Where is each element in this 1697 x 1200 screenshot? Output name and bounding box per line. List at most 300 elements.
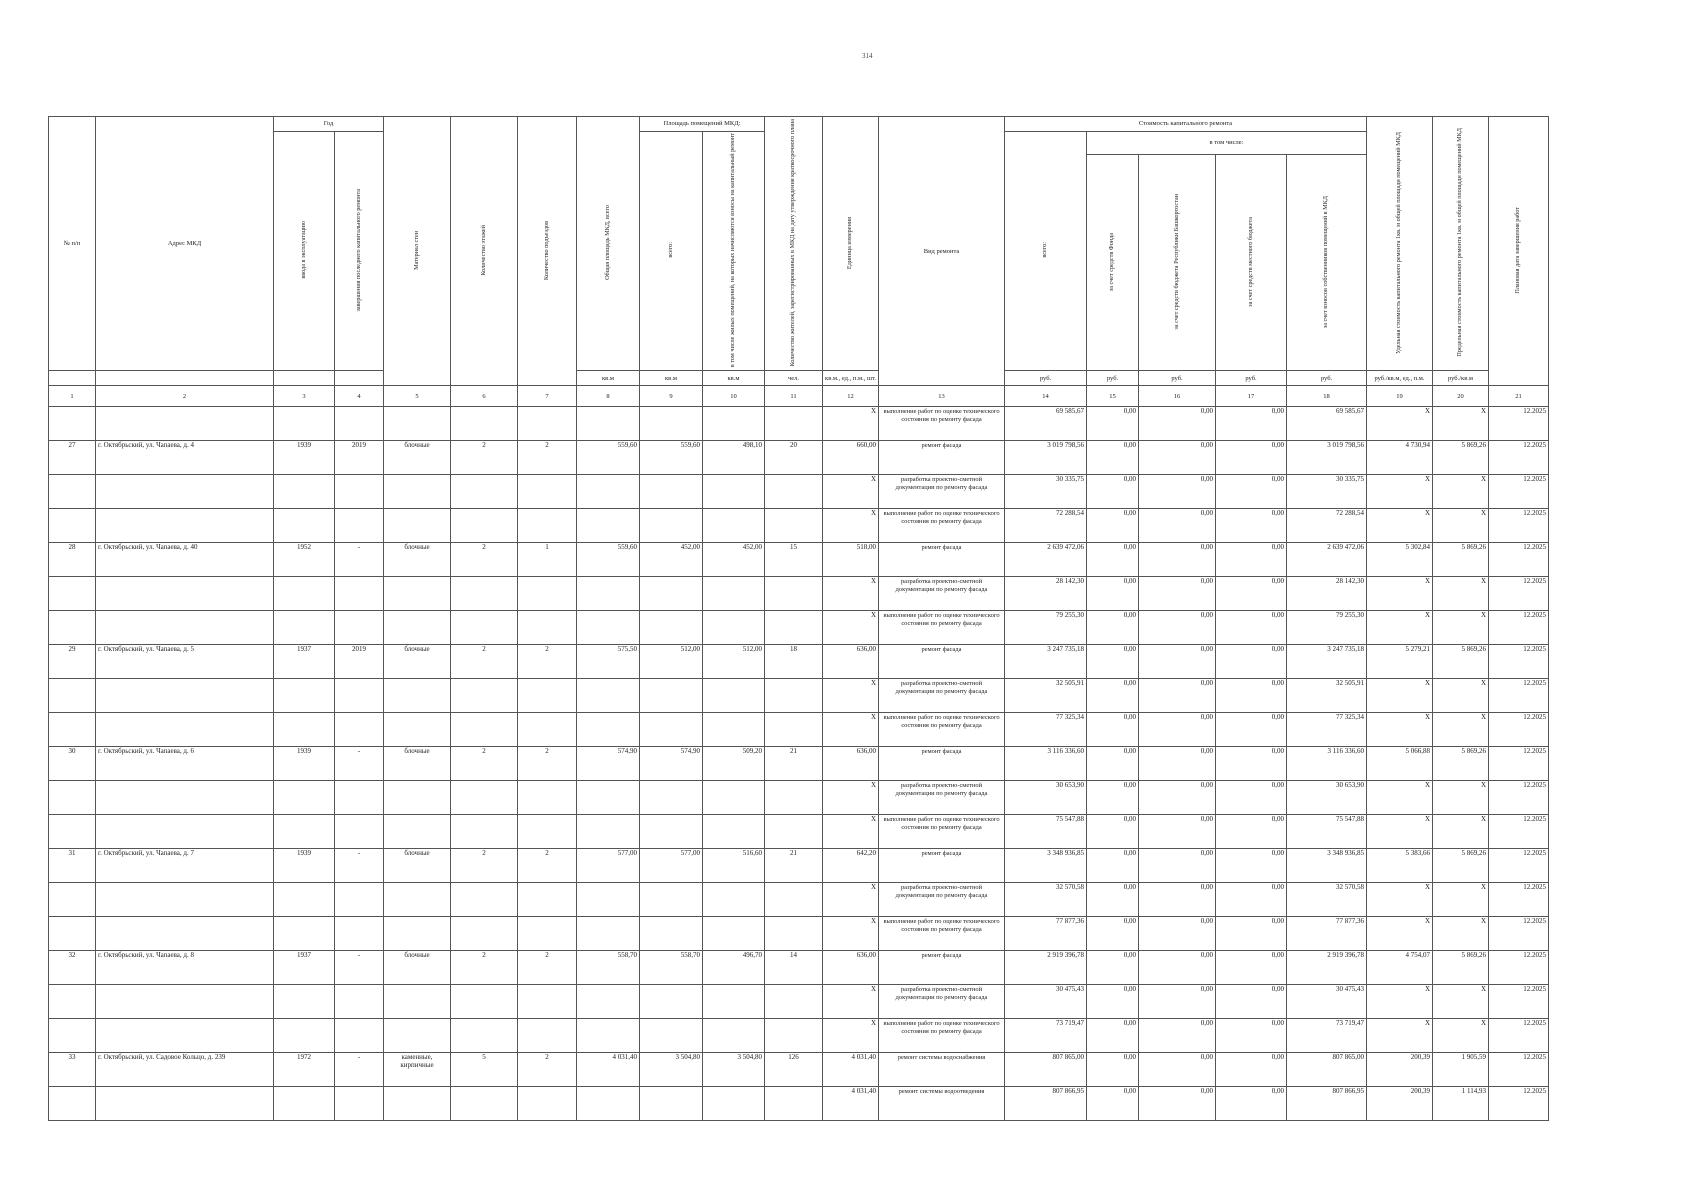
row-work: ремонт фасада [879,747,1005,781]
row-wall [384,1019,451,1053]
row-year-last [335,781,384,815]
row-work: выполнение работ по оценке технического состояния по ремонту фасада [879,1019,1005,1053]
row-year-last [335,679,384,713]
row-year-build [274,475,335,509]
row-cost-rb: 0,00 [1139,577,1216,611]
row-limit-cost: 5 869,26 [1433,747,1489,781]
row-unit-cost: X [1367,577,1433,611]
repair-plan-table [48,116,1549,1121]
row-cost-rb: 0,00 [1139,883,1216,917]
row-total-area: 559,60 [577,441,640,475]
row-plan-date: 12.2025 [1489,1019,1549,1053]
row-premises-service: 496,70 [703,951,765,985]
row-premises-service [703,781,765,815]
row-cost-owners: 69 585,67 [1287,407,1367,441]
row-residents [765,815,823,849]
row-address: г. Октябрьский, ул. Садовое Кольцо, д. 239 [96,1053,274,1087]
row-premises-all [640,407,703,441]
row-address: г. Октябрьский, ул. Чапаева, д. 7 [96,849,274,883]
table-row [49,645,1549,679]
row-year-build [274,781,335,815]
column-number: 20 [1433,386,1489,407]
row-plan-date: 12.2025 [1489,781,1549,815]
row-cost-local: 0,00 [1216,679,1287,713]
row-unit: X [823,815,879,849]
row-total-area [577,883,640,917]
row-address [96,1019,274,1053]
row-limit-cost: X [1433,679,1489,713]
row-entrances: 2 [518,1053,577,1087]
row-cost-fund: 0,00 [1087,883,1139,917]
header-cost-total: всего: [1005,132,1087,371]
row-limit-cost: 5 869,26 [1433,543,1489,577]
row-residents [765,713,823,747]
row-cost-fund: 0,00 [1087,713,1139,747]
row-unit-cost: X [1367,407,1433,441]
row-year-build: 1937 [274,951,335,985]
row-plan-date: 12.2025 [1489,1087,1549,1121]
row-floors [451,679,518,713]
row-unit: 636,00 [823,645,879,679]
row-year-build: 1939 [274,849,335,883]
row-cost-rb: 0,00 [1139,1087,1216,1121]
row-num: 31 [49,849,96,883]
row-year-last: - [335,543,384,577]
row-cost-local: 0,00 [1216,985,1287,1019]
header-cost-group: Стоимость капитального ремонта [1005,117,1367,132]
row-cost-total: 3 116 336,60 [1005,747,1087,781]
row-cost-rb: 0,00 [1139,611,1216,645]
row-cost-rb: 0,00 [1139,917,1216,951]
row-unit-cost: 5 383,66 [1367,849,1433,883]
row-cost-owners: 3 247 735,18 [1287,645,1367,679]
row-year-build [274,577,335,611]
row-cost-owners: 32 570,58 [1287,883,1367,917]
row-limit-cost: 5 869,26 [1433,849,1489,883]
row-cost-fund: 0,00 [1087,1053,1139,1087]
row-plan-date: 12.2025 [1489,407,1549,441]
row-num: 28 [49,543,96,577]
row-work: выполнение работ по оценке технического состояния по ремонту фасада [879,509,1005,543]
row-cost-total: 79 255,30 [1005,611,1087,645]
row-wall [384,781,451,815]
row-cost-fund: 0,00 [1087,509,1139,543]
row-entrances [518,713,577,747]
row-total-area [577,781,640,815]
row-cost-owners: 30 475,43 [1287,985,1367,1019]
row-entrances [518,475,577,509]
row-unit-cost: X [1367,985,1433,1019]
row-total-area [577,577,640,611]
row-premises-all: 512,00 [640,645,703,679]
row-plan-date: 12.2025 [1489,543,1549,577]
table-row [49,543,1549,577]
row-cost-owners: 32 505,91 [1287,679,1367,713]
column-number: 16 [1139,386,1216,407]
header-cost-local: за счет средств местного бюджета [1216,155,1287,371]
row-residents [765,475,823,509]
row-unit: X [823,407,879,441]
column-number: 4 [335,386,384,407]
row-residents: 14 [765,951,823,985]
header-incl: в том числе: [1087,132,1367,155]
row-premises-all [640,679,703,713]
row-premises-service: 498,10 [703,441,765,475]
table-row [49,577,1549,611]
table-row [49,1053,1549,1087]
row-cost-local: 0,00 [1216,543,1287,577]
row-residents: 21 [765,849,823,883]
row-num [49,577,96,611]
row-floors [451,509,518,543]
row-cost-fund: 0,00 [1087,679,1139,713]
table-row [49,951,1549,985]
row-cost-owners: 30 653,90 [1287,781,1367,815]
row-residents [765,917,823,951]
row-total-area [577,509,640,543]
column-number: 17 [1216,386,1287,407]
header-cost-owners: за счет взносов собственников помещений в МКД [1287,155,1367,371]
row-year-build [274,917,335,951]
row-unit: X [823,917,879,951]
row-cost-local: 0,00 [1216,441,1287,475]
row-entrances: 2 [518,951,577,985]
row-work: ремонт фасада [879,645,1005,679]
row-year-last [335,407,384,441]
row-floors: 2 [451,543,518,577]
row-unit-cost: X [1367,611,1433,645]
row-limit-cost: 1 905,59 [1433,1053,1489,1087]
row-premises-all [640,713,703,747]
row-cost-rb: 0,00 [1139,475,1216,509]
header-unit-area: кв.м [577,371,640,386]
row-year-last: 2019 [335,441,384,475]
row-num [49,679,96,713]
row-year-last: - [335,849,384,883]
row-cost-fund: 0,00 [1087,849,1139,883]
row-wall [384,509,451,543]
row-cost-rb: 0,00 [1139,849,1216,883]
row-cost-total: 75 547,88 [1005,815,1087,849]
header-unit-rub5: руб. [1287,371,1367,386]
row-wall [384,611,451,645]
row-entrances [518,883,577,917]
row-year-build [274,883,335,917]
row-unit: 518,00 [823,543,879,577]
column-number: 8 [577,386,640,407]
row-num [49,475,96,509]
column-number: 11 [765,386,823,407]
row-unit-cost: X [1367,1019,1433,1053]
row-work: ремонт фасада [879,849,1005,883]
row-year-last: - [335,951,384,985]
row-premises-all: 452,00 [640,543,703,577]
row-address [96,679,274,713]
table-header [49,117,1549,407]
header-units-empty-1 [49,371,96,386]
row-cost-rb: 0,00 [1139,713,1216,747]
row-plan-date: 12.2025 [1489,475,1549,509]
table-row [49,611,1549,645]
row-unit: 636,00 [823,951,879,985]
row-num: 30 [49,747,96,781]
row-entrances: 2 [518,441,577,475]
row-floors [451,781,518,815]
row-plan-date: 12.2025 [1489,577,1549,611]
row-floors [451,1087,518,1121]
row-floors [451,1019,518,1053]
row-cost-total: 807 865,00 [1005,1053,1087,1087]
row-premises-all [640,815,703,849]
row-premises-all [640,985,703,1019]
row-premises-all [640,781,703,815]
row-year-last [335,611,384,645]
header-plan-date: Плановая дата завершения работ [1489,117,1549,386]
row-year-build: 1939 [274,747,335,781]
row-entrances [518,679,577,713]
row-entrances [518,509,577,543]
row-wall: блочные [384,543,451,577]
row-plan-date: 12.2025 [1489,509,1549,543]
row-year-last [335,577,384,611]
row-cost-local: 0,00 [1216,1019,1287,1053]
header-num: № п/п [49,117,96,371]
row-work: ремонт фасада [879,543,1005,577]
row-cost-rb: 0,00 [1139,1053,1216,1087]
header-unit-rub: руб. [1005,371,1087,386]
row-premises-service [703,611,765,645]
row-cost-owners: 3 348 936,85 [1287,849,1367,883]
row-residents [765,883,823,917]
row-work: выполнение работ по оценке технического состояния по ремонту фасада [879,713,1005,747]
row-num [49,509,96,543]
row-cost-total: 77 325,34 [1005,713,1087,747]
row-floors: 2 [451,951,518,985]
row-premises-service [703,577,765,611]
table-row [49,1087,1549,1121]
row-cost-local: 0,00 [1216,577,1287,611]
column-number: 15 [1087,386,1139,407]
row-total-area [577,985,640,1019]
row-cost-owners: 3 019 798,56 [1287,441,1367,475]
row-num [49,917,96,951]
header-units-empty-3 [274,371,335,386]
row-unit: 642,20 [823,849,879,883]
row-num [49,985,96,1019]
row-unit-cost: X [1367,781,1433,815]
row-cost-total: 2 919 396,78 [1005,951,1087,985]
row-residents [765,1087,823,1121]
column-number: 14 [1005,386,1087,407]
row-year-last [335,713,384,747]
row-cost-owners: 807 865,00 [1287,1053,1367,1087]
row-cost-total: 30 335,75 [1005,475,1087,509]
column-number: 19 [1367,386,1433,407]
row-total-area [577,1019,640,1053]
row-unit: 660,00 [823,441,879,475]
row-num: 32 [49,951,96,985]
row-entrances [518,917,577,951]
row-unit-cost: 5 066,88 [1367,747,1433,781]
row-wall [384,883,451,917]
row-total-area [577,679,640,713]
table-row [49,1019,1549,1053]
row-num [49,611,96,645]
row-num: 29 [49,645,96,679]
row-floors [451,917,518,951]
row-residents: 126 [765,1053,823,1087]
row-cost-rb: 0,00 [1139,645,1216,679]
row-entrances: 2 [518,849,577,883]
row-floors [451,407,518,441]
row-entrances: 2 [518,645,577,679]
row-plan-date: 12.2025 [1489,951,1549,985]
row-premises-all: 559,60 [640,441,703,475]
row-residents: 15 [765,543,823,577]
row-unit: X [823,781,879,815]
row-num: 33 [49,1053,96,1087]
row-unit-cost: X [1367,883,1433,917]
row-address: г. Октябрьский, ул. Чапаева, д. 40 [96,543,274,577]
row-floors [451,713,518,747]
row-num [49,815,96,849]
row-year-last: - [335,1053,384,1087]
row-premises-all [640,1019,703,1053]
row-cost-total: 72 288,54 [1005,509,1087,543]
row-plan-date: 12.2025 [1489,441,1549,475]
row-total-area [577,407,640,441]
row-entrances [518,985,577,1019]
row-premises-all [640,475,703,509]
row-total-area: 559,60 [577,543,640,577]
row-limit-cost: X [1433,985,1489,1019]
row-num: 27 [49,441,96,475]
row-cost-local: 0,00 [1216,1053,1287,1087]
row-total-area: 575,50 [577,645,640,679]
row-num [49,1087,96,1121]
row-residents [765,781,823,815]
row-plan-date: 12.2025 [1489,679,1549,713]
row-year-build [274,679,335,713]
row-year-last: 2019 [335,645,384,679]
row-floors [451,577,518,611]
row-premises-all [640,577,703,611]
row-unit-cost: 5 302,84 [1367,543,1433,577]
column-number: 1 [49,386,96,407]
row-wall: блочные [384,849,451,883]
row-year-build [274,509,335,543]
row-cost-local: 0,00 [1216,407,1287,441]
row-year-build: 1937 [274,645,335,679]
row-cost-total: 32 570,58 [1005,883,1087,917]
row-cost-local: 0,00 [1216,883,1287,917]
row-unit: X [823,509,879,543]
row-unit: X [823,713,879,747]
row-num [49,713,96,747]
row-limit-cost: X [1433,917,1489,951]
row-limit-cost: 5 869,26 [1433,951,1489,985]
row-premises-service: 3 504,80 [703,1053,765,1087]
row-num [49,407,96,441]
row-entrances [518,1087,577,1121]
row-wall [384,985,451,1019]
row-year-build [274,713,335,747]
row-premises-service: 516,60 [703,849,765,883]
row-cost-owners: 2 639 472,06 [1287,543,1367,577]
row-floors [451,883,518,917]
row-cost-fund: 0,00 [1087,985,1139,1019]
row-plan-date: 12.2025 [1489,611,1549,645]
row-cost-rb: 0,00 [1139,781,1216,815]
row-cost-owners: 2 919 396,78 [1287,951,1367,985]
row-floors: 2 [451,441,518,475]
row-plan-date: 12.2025 [1489,917,1549,951]
row-premises-all: 577,00 [640,849,703,883]
row-cost-rb: 0,00 [1139,679,1216,713]
row-year-last [335,917,384,951]
row-residents [765,985,823,1019]
row-cost-owners: 77 325,34 [1287,713,1367,747]
row-cost-fund: 0,00 [1087,1019,1139,1053]
row-address [96,1087,274,1121]
row-floors: 5 [451,1053,518,1087]
row-address [96,815,274,849]
row-address: г. Октябрьский, ул. Чапаева, д. 4 [96,441,274,475]
row-plan-date: 12.2025 [1489,645,1549,679]
row-unit: X [823,475,879,509]
header-unit: Единица измерения [823,117,879,371]
row-cost-local: 0,00 [1216,815,1287,849]
row-plan-date: 12.2025 [1489,815,1549,849]
row-total-area: 574,90 [577,747,640,781]
row-residents [765,679,823,713]
row-cost-owners: 807 866,95 [1287,1087,1367,1121]
row-plan-date: 12.2025 [1489,985,1549,1019]
row-cost-total: 3 019 798,56 [1005,441,1087,475]
row-year-build: 1952 [274,543,335,577]
header-unit-measure: кв.м., ед., п.м., шт. [823,371,879,386]
header-address: Адрес МКД [96,117,274,371]
row-total-area [577,713,640,747]
row-premises-service [703,475,765,509]
row-premises-service [703,679,765,713]
header-total-area: Общая площадь МКД, всего [577,117,640,371]
row-total-area: 558,70 [577,951,640,985]
row-total-area [577,815,640,849]
row-cost-owners: 72 288,54 [1287,509,1367,543]
row-year-build: 1939 [274,441,335,475]
row-cost-owners: 75 547,88 [1287,815,1367,849]
row-cost-owners: 77 877,36 [1287,917,1367,951]
row-address [96,781,274,815]
row-cost-fund: 0,00 [1087,543,1139,577]
row-address [96,577,274,611]
row-work: выполнение работ по оценке технического состояния по ремонту фасада [879,611,1005,645]
row-work: разработка проектно-сметной документации по ремонту фасада [879,577,1005,611]
row-cost-total: 73 719,47 [1005,1019,1087,1053]
row-premises-all: 574,90 [640,747,703,781]
header-units-empty-4 [335,371,384,386]
row-floors: 2 [451,849,518,883]
row-cost-rb: 0,00 [1139,509,1216,543]
row-entrances [518,815,577,849]
row-total-area [577,611,640,645]
row-limit-cost: X [1433,883,1489,917]
column-number: 21 [1489,386,1549,407]
table-row [49,441,1549,475]
header-premises-all: всего: [640,132,703,371]
row-limit-cost: X [1433,1019,1489,1053]
